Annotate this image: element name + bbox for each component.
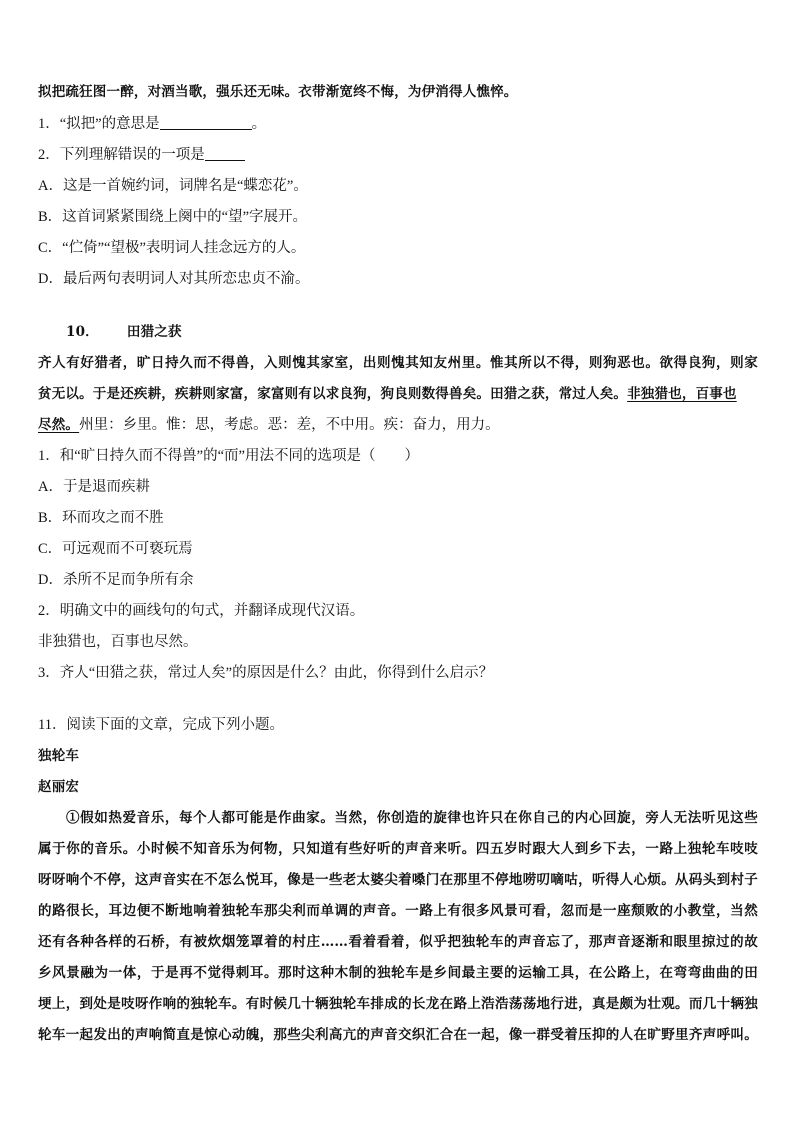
q9-question-1 (38, 114, 758, 134)
q9-q1-prefix: 1．“拟把”的意思是 (38, 116, 160, 132)
q9-option-a: A．这是一首婉约词，词牌名是“蝶恋花”。 (38, 178, 308, 194)
q10-question-2-sentence: 非独猎也，百事也尽然。 (38, 634, 198, 650)
article-paragraph-line: 呀呀响个不停，这声音实在不怎么悦耳，像是一些老太婆尖着嗓门在那里不停地唠叨嘀咕，听得人心烦。从码头到村子 (38, 872, 758, 888)
q10-question-3: 3．齐人“田猎之获，常过人矣”的原因是什么？由此，你得到什么启示？ (38, 665, 494, 681)
q10-number: 10． (66, 324, 99, 340)
q10-title: 田猎之获 (126, 324, 182, 340)
article-paragraph-line: 轮车一起发出的声响简直是惊心动魄，那些尖利高亢的声音交织汇合在一起，像一群受着压抑的人在旷野里齐声呼叫。 (38, 1027, 758, 1043)
article-author: 赵丽宏 (38, 779, 80, 795)
answer-blank[interactable] (205, 146, 245, 161)
q9-q2-prefix: 2．下列理解错误的一项是 (38, 147, 205, 163)
article-paragraph-line: ①假如热爱音乐，每个人都可能是作曲家。当然，你创造的旋律也许只在你自己的内心回旋，旁人无法听见这些 (66, 810, 758, 826)
article-paragraph-line: 埂上，到处是吱呀作响的独轮车。有时候几十辆独轮车排成的长龙在路上浩浩荡荡地行进，真是颇为壮观。而几十辆独 (38, 996, 758, 1012)
q10-text-line-1: 齐人有好猎者，旷日持久而不得兽，入则愧其家室，出则愧其知友州里。惟其所以不得，则狗恶也。欲得良狗，则家 (38, 355, 758, 371)
q10-text-line-3 (38, 415, 758, 435)
poem-tail-line: 拟把疏狂图一醉，对酒当歌，强乐还无味。衣带渐宽终不悔，为伊消得人憔悴。 (38, 84, 518, 100)
q10-option-b: B．环而攻之而不胜 (38, 510, 164, 526)
q10-heading (66, 322, 786, 342)
q10-option-c: C．可远观而不可亵玩焉 (38, 541, 193, 557)
q9-option-d: D．最后两句表明词人对其所恋忠贞不渝。 (38, 271, 310, 287)
q10-option-d: D．杀所不足而争所有余 (38, 572, 194, 588)
article-paragraph-line: 的路很长，耳边便不断地响着独轮车那尖利而单调的声音。一路上有很多风景可看，忽而是一座颓败的小教堂，当然 (38, 903, 758, 919)
article-paragraph-line: 属于你的音乐。小时候不知音乐为何物，只知道有些好听的声音来听。四五岁时跟大人到乡下去，一路上独轮车吱吱 (38, 841, 758, 857)
article-paragraph-line: 乡风景融为一体，于是再不觉得刺耳。那时这种木制的独轮车是乡间最主要的运输工具，在公路上，在弯弯曲曲的田 (38, 965, 758, 981)
q10-question-1: 1．和“旷日持久而不得兽”的“而”用法不同的选项是（ ） (38, 448, 419, 464)
underlined-sentence-end: 尽然。 (38, 417, 80, 433)
q9-option-b: B．这首词紧紧围绕上阕中的“望”字展开。 (38, 209, 308, 225)
q10-text-line-2 (38, 384, 758, 404)
article-paragraph-line: 还有各种各样的石桥，有被炊烟笼罩着的村庄……看着看着，似乎把独轮车的声音忘了，那声音逐渐和眼里掠过的故 (38, 934, 758, 950)
q9-question-2 (38, 145, 758, 165)
article-title: 独轮车 (38, 748, 80, 764)
q10-gloss: 州里：乡里。惟：思，考虑。恶：差，不中用。疾：奋力，用力。 (79, 417, 500, 433)
underlined-sentence: 非独猎也，百事也 (627, 386, 737, 402)
q9-q1-suffix: 。 (251, 116, 267, 132)
q10-text-plain: 贫无以。于是还疾耕，疾耕则家富，家富则有以求良狗，狗良则数得兽矣。田猎之获，常过人矣。 (38, 386, 628, 402)
q10-question-2: 2．明确文中的画线句的句式，并翻译成现代汉语。 (38, 603, 365, 619)
q10-option-a: A．于是退而疾耕 (38, 479, 150, 495)
answer-blank[interactable] (160, 115, 252, 130)
q11-heading: 11．阅读下面的文章，完成下列小题。 (38, 717, 284, 733)
q9-option-c: C．“伫倚”“望极”表明词人挂念远方的人。 (38, 240, 306, 256)
